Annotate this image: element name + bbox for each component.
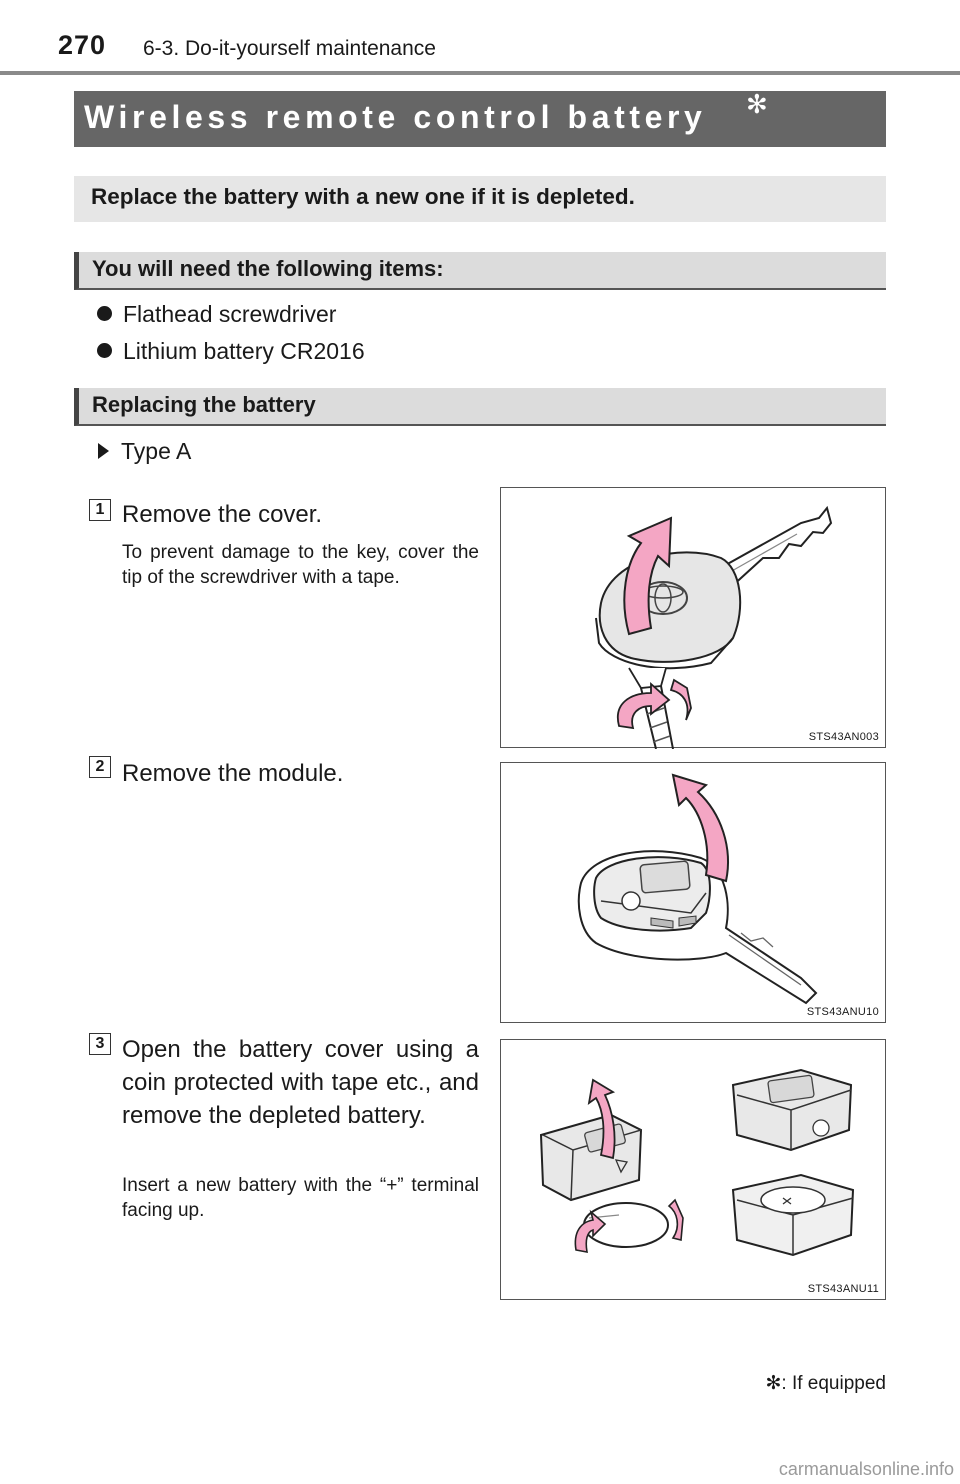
step-1-instruction: Remove the cover. — [122, 501, 323, 528]
list-item — [97, 338, 365, 365]
figure-step-1 — [500, 487, 886, 748]
figure-step-3 — [500, 1039, 886, 1300]
bullet-icon — [97, 343, 112, 358]
triangle-arrow-icon — [98, 443, 109, 459]
type-label-text: Type A — [121, 438, 192, 464]
battery-replacement-illustration — [501, 1040, 887, 1301]
step-number-2: 2 — [89, 756, 111, 778]
title-bar — [74, 91, 886, 147]
intro-text: Replace the battery with a new one if it is depleted. — [91, 184, 635, 209]
step-number-3: 3 — [89, 1033, 111, 1055]
figure-code: STS43ANU10 — [806, 1006, 879, 1018]
header-rule — [0, 71, 960, 75]
list-item — [97, 301, 336, 328]
section-title: 6-3. Do-it-yourself maintenance — [143, 37, 436, 60]
type-label — [98, 438, 191, 465]
intro-box — [74, 176, 886, 222]
step-1-note: To prevent damage to the key, cover the tip of the screwdriver with a tape. — [122, 542, 479, 588]
key-cover-illustration — [501, 488, 887, 749]
footnote: ✻: If equipped — [765, 1373, 886, 1394]
step-number-1: 1 — [89, 499, 111, 521]
figure-code: STS43AN003 — [808, 731, 879, 743]
items-heading: You will need the following items: — [92, 256, 444, 281]
item-label: Lithium battery CR2016 — [123, 338, 365, 364]
asterisk-mark: ✻ — [746, 89, 768, 119]
replace-heading: Replacing the battery — [92, 392, 316, 417]
module-removal-illustration — [501, 763, 887, 1024]
replace-heading-bar — [74, 388, 886, 426]
items-heading-bar — [74, 252, 886, 290]
item-label: Flathead screwdriver — [123, 301, 337, 327]
page-number: 270 — [58, 30, 107, 60]
page-title: Wireless remote control battery — [84, 99, 707, 135]
bullet-icon — [97, 306, 112, 321]
step-2-instruction: Remove the module. — [122, 760, 344, 787]
watermark: carmanualsonline.info — [778, 1459, 954, 1479]
step-3-instruction: Open the battery cover using a coin protected with tape etc., and remove the depleted battery. — [122, 1036, 479, 1129]
step-3-note: Insert a new battery with the “+” terminal facing up. — [122, 1175, 479, 1221]
figure-code: STS43ANU11 — [807, 1283, 879, 1295]
figure-step-2 — [500, 762, 886, 1023]
